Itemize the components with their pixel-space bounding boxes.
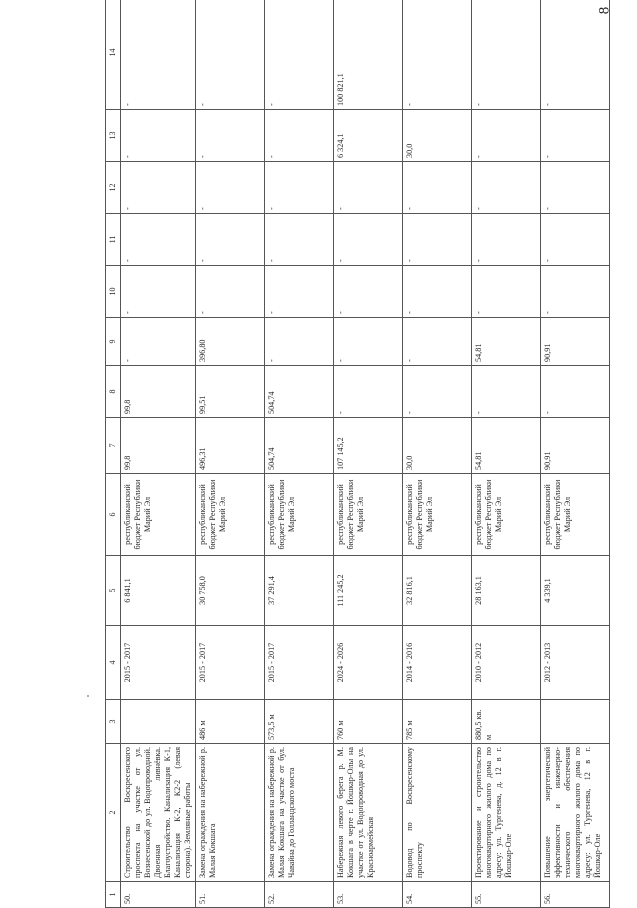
value-cell: -	[403, 0, 472, 110]
value-cell: -	[541, 214, 610, 266]
capacity-cell: 785 м	[403, 700, 472, 744]
row-number: 54.	[403, 882, 472, 908]
value-cell: -	[121, 110, 196, 162]
value-cell: 504,74	[265, 366, 334, 418]
table-row	[196, 0, 265, 908]
object-name: Набережная левого берега р. М. Кокшага в черте г. Йошкар-Олы на участке от ул. Водопроводная до ул. Красноармейская	[334, 744, 403, 882]
page-number: 8	[596, 6, 613, 15]
funding-source-cell: республиканский бюджет Республики Марий Эл	[541, 474, 610, 556]
value-cell: 54,81	[472, 318, 541, 366]
value-cell: 100 821,1	[334, 0, 403, 110]
value-cell: -	[121, 266, 196, 318]
value-cell: -	[265, 266, 334, 318]
header-cell: 3	[106, 700, 121, 744]
value-cell: -	[121, 318, 196, 366]
period-cell: 2015 - 2017	[265, 626, 334, 700]
period-cell: 2024 - 2026	[334, 626, 403, 700]
header-cell: 4	[106, 626, 121, 700]
table-row	[472, 0, 541, 908]
header-cell: 8	[106, 366, 121, 418]
object-name: Повышение энергетической эффективности и инженерно-технического обеспечения многоквартирного жилого дома по адресу: ул. Тургенева, 12 в г. Йошкар-Оле	[541, 744, 610, 882]
header-cell: 11	[106, 214, 121, 266]
period-cell: 2010 - 2012	[472, 626, 541, 700]
value-cell: 90,91	[541, 418, 610, 474]
value-cell: -	[196, 110, 265, 162]
estimated-cost-cell: 28 163,1	[472, 556, 541, 626]
capacity-cell: 760 м	[334, 700, 403, 744]
object-name: Водовод по Воскресенскому проспекту	[403, 744, 472, 882]
funding-source-cell: республиканский бюджет Республики Марий Эл	[334, 474, 403, 556]
period-cell: 2012 - 2013	[541, 626, 610, 700]
estimated-cost-cell: 4 339,1	[541, 556, 610, 626]
value-cell: -	[472, 110, 541, 162]
table-row	[403, 0, 472, 908]
value-cell: -	[265, 110, 334, 162]
value-cell: -	[265, 214, 334, 266]
value-cell: -	[121, 0, 196, 110]
period-cell: 2014 - 2016	[403, 626, 472, 700]
value-cell: 6 324,1	[334, 110, 403, 162]
value-cell: 99,51	[196, 366, 265, 418]
row-number: 55.	[472, 882, 541, 908]
header-row	[106, 0, 121, 908]
value-cell: 30,0	[403, 110, 472, 162]
value-cell: -	[541, 366, 610, 418]
value-cell: -	[265, 0, 334, 110]
value-cell: -	[472, 0, 541, 110]
value-cell: 496,31	[196, 418, 265, 474]
value-cell: -	[196, 266, 265, 318]
row-number: 50.	[121, 882, 196, 908]
value-cell: -	[121, 214, 196, 266]
value-cell: 396,80	[196, 318, 265, 366]
header-cell: 1	[106, 882, 121, 908]
capacity-cell: 880,5 кв. м	[472, 700, 541, 744]
value-cell: -	[265, 318, 334, 366]
value-cell: -	[472, 266, 541, 318]
row-number: 56.	[541, 882, 610, 908]
row-number: 53.	[334, 882, 403, 908]
funding-source-cell: республиканский бюджет Республики Марий Эл	[121, 474, 196, 556]
capacity-cell: 573,5 м	[265, 700, 334, 744]
value-cell: -	[196, 162, 265, 214]
estimated-cost-cell: 37 291,4	[265, 556, 334, 626]
table-wrapper	[105, 36, 631, 908]
header-cell: 6	[106, 474, 121, 556]
value-cell: -	[472, 366, 541, 418]
table-row	[334, 0, 403, 908]
value-cell: 30,0	[403, 418, 472, 474]
value-cell: -	[334, 214, 403, 266]
header-cell: 9	[106, 318, 121, 366]
value-cell: 90,91	[541, 318, 610, 366]
funding-source-cell: республиканский бюджет Республики Марий Эл	[265, 474, 334, 556]
value-cell: -	[196, 214, 265, 266]
header-cell: 13	[106, 110, 121, 162]
header-cell: 10	[106, 266, 121, 318]
object-name: Замена ограждения на набережной р. Малая Кокшага на участке от бул. Чавайна до Голландского моста	[265, 744, 334, 882]
row-number: 52.	[265, 882, 334, 908]
value-cell: 99,8	[121, 366, 196, 418]
period-cell: 2015 - 2017	[121, 626, 196, 700]
object-name: Замена ограждения на набережной р. Малая Кокшага	[196, 744, 265, 882]
value-cell: 504,74	[265, 418, 334, 474]
scan-speck	[87, 695, 89, 697]
rotated-table-frame	[105, 36, 631, 908]
capacity-cell	[121, 700, 196, 744]
estimated-cost-cell: 6 841,1	[121, 556, 196, 626]
header-cell: 7	[106, 418, 121, 474]
budget-table	[105, 0, 610, 908]
estimated-cost-cell: 32 816,1	[403, 556, 472, 626]
period-cell: 2015 - 2017	[196, 626, 265, 700]
value-cell: 99,8	[121, 418, 196, 474]
table-row	[265, 0, 334, 908]
value-cell: -	[541, 266, 610, 318]
value-cell: -	[472, 162, 541, 214]
value-cell: -	[334, 162, 403, 214]
value-cell: -	[403, 366, 472, 418]
object-name: Строительство Воскресенского проспекта на участке от ул. Вознесенской до ул. Водопроводной. Двоенная ливнёвка. Благоустройство. Канализация К-1, Канализация К-2, К2-2 (левая сторона). Земляные работы	[121, 744, 196, 882]
header-cell: 12	[106, 162, 121, 214]
value-cell: -	[403, 162, 472, 214]
object-name: Проектирование и строительство многоквартирного жилого дома по адресу: ул. Тургенева, д. 12 в г. Йошкар-Оле	[472, 744, 541, 882]
estimated-cost-cell: 111 245,2	[334, 556, 403, 626]
value-cell: -	[334, 366, 403, 418]
table-row	[541, 0, 610, 908]
value-cell: -	[334, 318, 403, 366]
header-cell: 14	[106, 0, 121, 110]
value-cell: -	[334, 266, 403, 318]
funding-source-cell: республиканский бюджет Республики Марий Эл	[403, 474, 472, 556]
capacity-cell: 486 м	[196, 700, 265, 744]
capacity-cell	[541, 700, 610, 744]
header-cell: 5	[106, 556, 121, 626]
table-row	[121, 0, 196, 908]
funding-source-cell: республиканский бюджет Республики Марий Эл	[472, 474, 541, 556]
value-cell: -	[265, 162, 334, 214]
funding-source-cell: республиканский бюджет Республики Марий Эл	[196, 474, 265, 556]
value-cell: -	[541, 110, 610, 162]
value-cell: -	[472, 214, 541, 266]
value-cell: 54,81	[472, 418, 541, 474]
estimated-cost-cell: 30 758,0	[196, 556, 265, 626]
value-cell: -	[541, 0, 610, 110]
value-cell: 107 145,2	[334, 418, 403, 474]
header-cell: 2	[106, 744, 121, 882]
value-cell: -	[403, 318, 472, 366]
value-cell: -	[121, 162, 196, 214]
value-cell: -	[403, 266, 472, 318]
row-number: 51.	[196, 882, 265, 908]
value-cell: -	[403, 214, 472, 266]
value-cell: -	[541, 162, 610, 214]
value-cell: -	[196, 0, 265, 110]
